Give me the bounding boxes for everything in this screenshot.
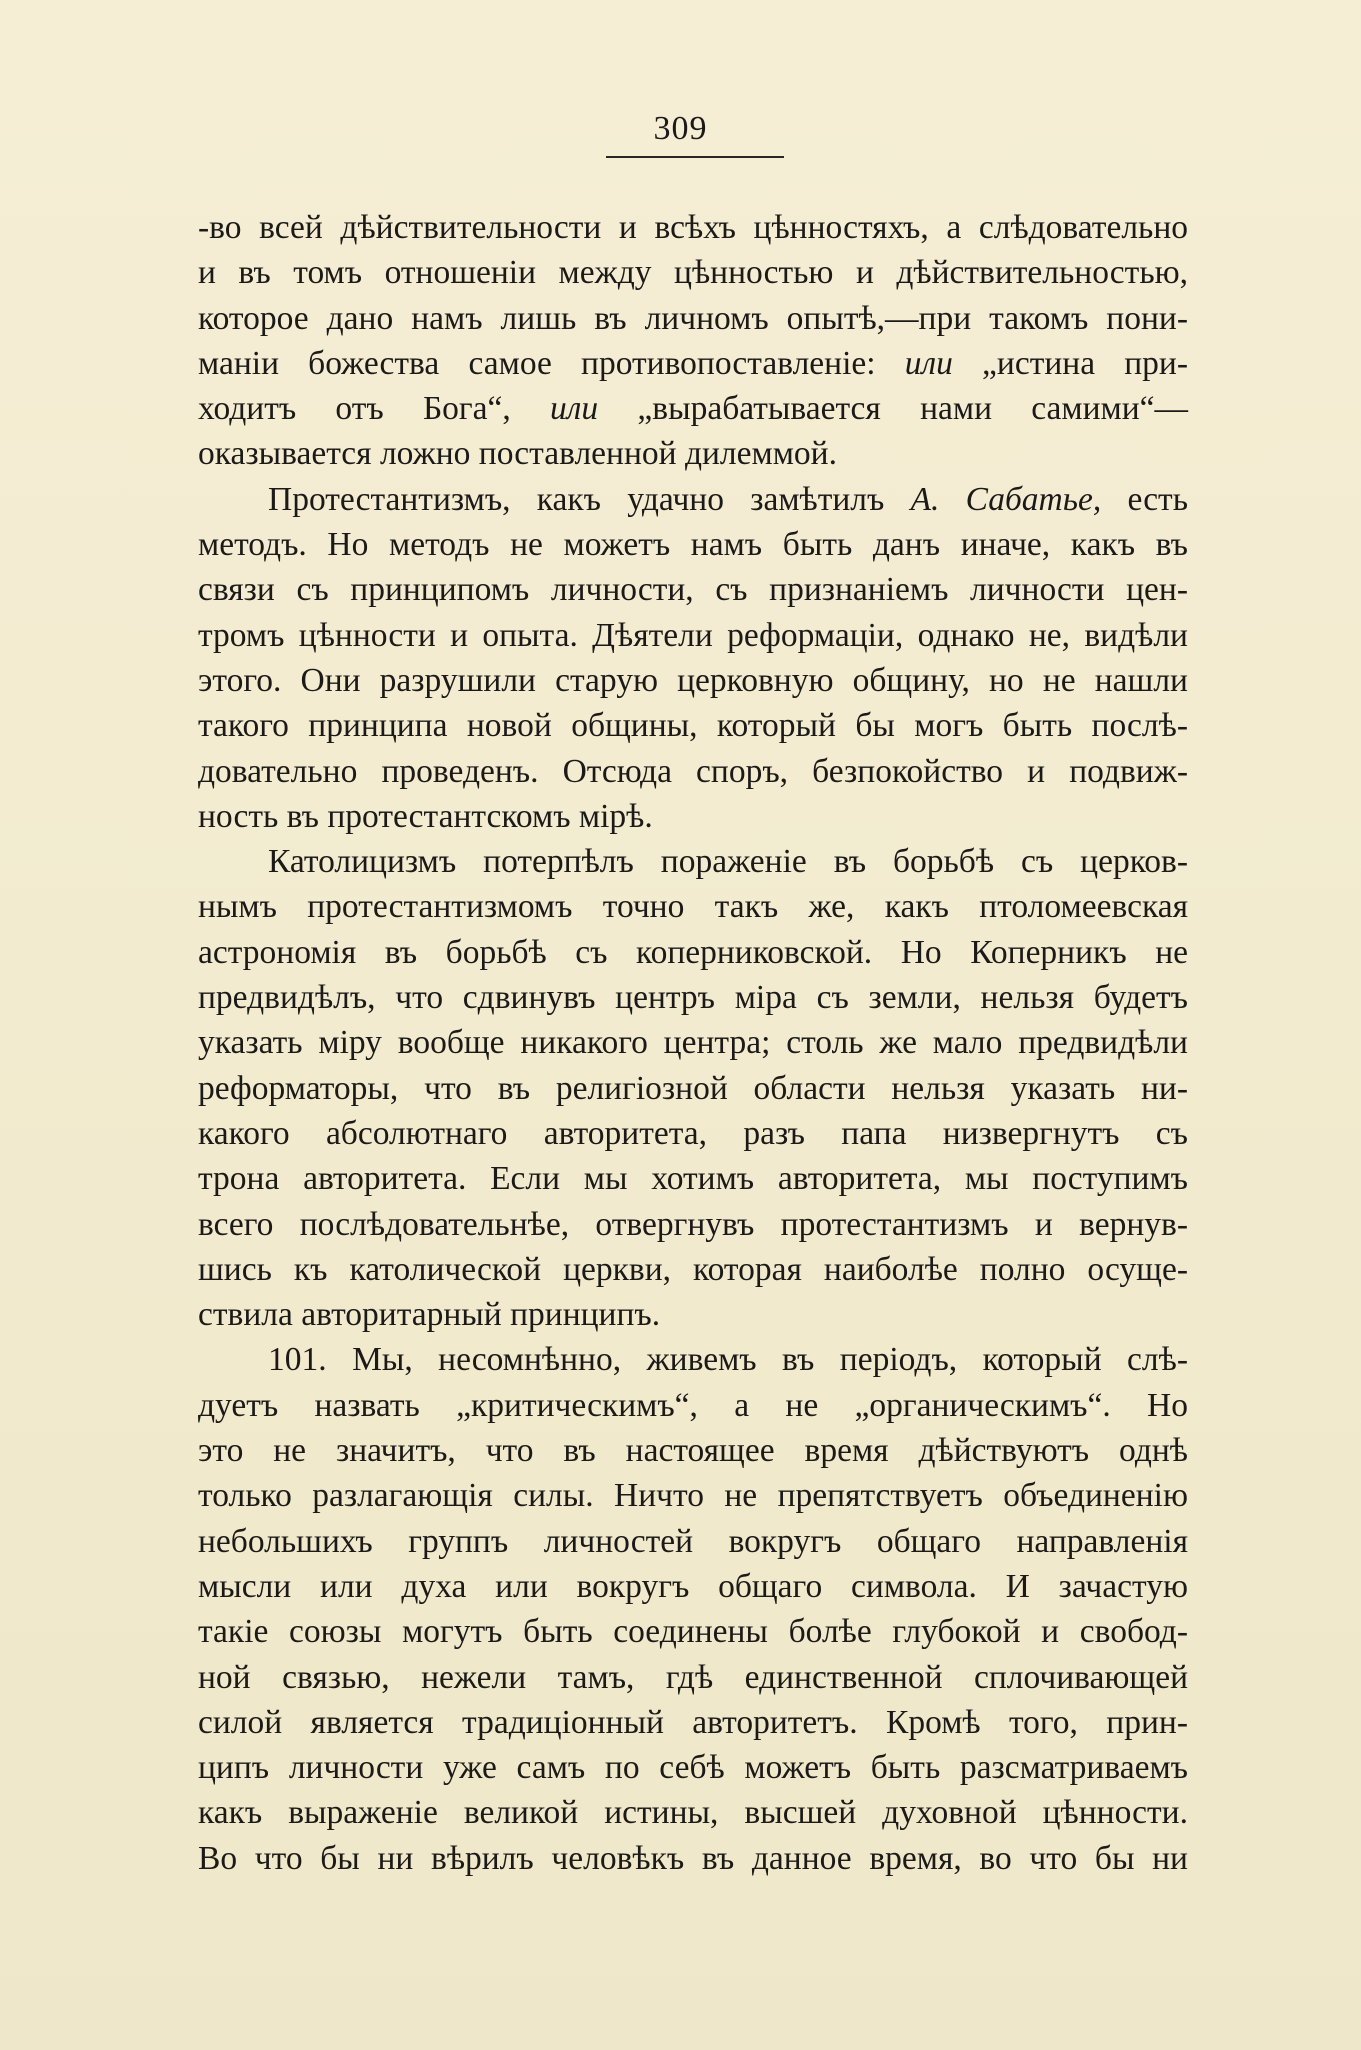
text-line (198, 794, 1188, 839)
text-line (198, 613, 1188, 658)
text-line (198, 341, 1188, 386)
text-line (198, 1790, 1188, 1835)
text-line (198, 1836, 1188, 1881)
text-segment: дуетъ назвать „критическимъ“, а не „органическимъ“. Но (198, 1386, 1188, 1424)
text-line (198, 749, 1188, 794)
text-segment: 101. Мы, несомнѣнно, живемъ въ перiодъ, который слѣ- (268, 1341, 1188, 1379)
text-segment: астрономiя въ борьбѣ съ коперниковской. Но Коперникъ не (198, 933, 1188, 971)
text-segment: оказывается ложно поставленной дилеммой. (198, 435, 837, 473)
text-segment: „вырабатывается нами самими“— (598, 390, 1188, 428)
text-segment: ствила авторитарный принципъ. (198, 1296, 661, 1334)
text-line (198, 1111, 1188, 1156)
text-line (198, 1700, 1188, 1745)
body-text (198, 205, 1188, 1881)
text-line (198, 1066, 1188, 1111)
text-line (198, 1473, 1188, 1518)
text-segment: ходитъ отъ Бога“, (198, 390, 551, 428)
text-line (198, 703, 1188, 748)
text-line (198, 1564, 1188, 1609)
text-segment: всего послѣдовательнѣе, отвергнувъ протестантизмъ и вернув- (198, 1205, 1188, 1243)
text-line (198, 431, 1188, 476)
text-segment: такiе союзы могутъ быть соединены болѣе глубокой и свобод- (198, 1613, 1188, 1651)
paragraph (198, 1337, 1188, 1881)
text-line (198, 477, 1188, 522)
text-segment: ципъ личности уже самъ по себѣ можетъ быть разсматриваемъ (198, 1749, 1188, 1787)
text-line (198, 567, 1188, 612)
text-segment: довательно проведенъ. Отсюда споръ, безпокойство и подвиж- (198, 752, 1188, 790)
header-rule (606, 156, 784, 158)
text-line (198, 839, 1188, 884)
text-line (198, 975, 1188, 1020)
text-line (198, 1247, 1188, 1292)
text-line (198, 1156, 1188, 1201)
text-line (198, 1655, 1188, 1700)
text-line (198, 1383, 1188, 1428)
italic-text: или (904, 344, 953, 382)
text-segment: трона авторитета. Если мы хотимъ авторитета, мы поступимъ (198, 1160, 1188, 1198)
text-line (198, 884, 1188, 929)
text-line (198, 930, 1188, 975)
text-line (198, 205, 1188, 250)
text-line (198, 522, 1188, 567)
text-line (198, 1337, 1188, 1382)
text-segment: связи съ принципомъ личности, съ признанiемъ личности цен- (198, 571, 1188, 609)
text-segment: Во что бы ни вѣрилъ человѣкъ въ данное время, во что бы ни (198, 1839, 1188, 1877)
italic-text: или (550, 390, 599, 428)
italic-text: А. Сабатье, (910, 480, 1102, 518)
text-segment: силой является традицiонный авторитетъ. Кромѣ того, прин- (198, 1703, 1188, 1741)
text-line (198, 296, 1188, 341)
text-line (198, 1745, 1188, 1790)
text-segment: есть (1101, 480, 1188, 518)
text-segment: шись къ католической церкви, которая наиболѣе полно осуще- (198, 1250, 1188, 1288)
page-number: 309 (653, 110, 708, 147)
text-segment: методъ. Но методъ не можетъ намъ быть данъ иначе, какъ въ (198, 526, 1188, 564)
paragraph (198, 477, 1188, 839)
text-segment: Католицизмъ потерпѣлъ пораженiе въ борьбѣ съ церков- (268, 843, 1188, 881)
text-line (198, 658, 1188, 703)
text-segment: какъ выраженiе великой истины, высшей духовной цѣнности. (198, 1794, 1188, 1832)
text-line (198, 1609, 1188, 1654)
text-segment: мысли или духа или вокругъ общаго символа. И зачастую (198, 1567, 1188, 1605)
text-line (198, 1020, 1188, 1065)
text-line (198, 386, 1188, 431)
text-segment: „истина при- (952, 344, 1188, 382)
text-segment: ной связью, нежели тамъ, гдѣ единственной сплочивающей (198, 1658, 1188, 1696)
text-line (198, 250, 1188, 295)
text-segment: ность въ протестантскомъ мiрѣ. (198, 797, 653, 835)
text-segment: -во всей дѣйствительности и всѣхъ цѣнностяхъ, а слѣдовательно (198, 209, 1188, 246)
text-line (198, 1292, 1188, 1337)
text-segment: и въ томъ отношенiи между цѣнностью и дѣйствительностью, (198, 254, 1188, 292)
text-segment: реформаторы, что въ религiозной области нельзя указать ни- (198, 1069, 1188, 1107)
text-segment: предвидѣлъ, что сдвинувъ центръ мiра съ земли, нельзя будетъ (198, 979, 1188, 1017)
paragraph (198, 205, 1188, 477)
text-segment: этого. Они разрушили старую церковную общину, но не нашли (198, 661, 1188, 699)
text-segment: нымъ протестантизмомъ точно такъ же, какъ птоломеевская (198, 888, 1188, 926)
text-line (198, 1202, 1188, 1247)
text-segment: указать мiру вообще никакого центра; столь же мало предвидѣли (198, 1024, 1188, 1062)
text-segment: какого абсолютнаго авторитета, разъ папа низвергнутъ съ (198, 1114, 1188, 1152)
text-line (198, 1519, 1188, 1564)
text-segment: только разлагающiя силы. Ничто не препятствуетъ объединенiю (198, 1477, 1188, 1515)
text-line (198, 1428, 1188, 1473)
text-segment: которое дано намъ лишь въ личномъ опытѣ,—при такомъ пони- (198, 299, 1188, 337)
text-segment: небольшихъ группъ личностей вокругъ общаго направленiя (198, 1522, 1188, 1560)
text-segment: это не значитъ, что въ настоящее время дѣйствуютъ однѣ (198, 1432, 1188, 1470)
text-segment: такого принципа новой общины, который бы могъ быть послѣ- (198, 707, 1188, 745)
text-segment: тромъ цѣнности и опыта. Дѣятели реформацiи, однако не, видѣли (198, 616, 1188, 654)
text-segment: манiи божества самое противопоставленiе: (198, 344, 905, 382)
text-segment: Протестантизмъ, какъ удачно замѣтилъ (268, 480, 911, 518)
paragraph (198, 839, 1188, 1337)
